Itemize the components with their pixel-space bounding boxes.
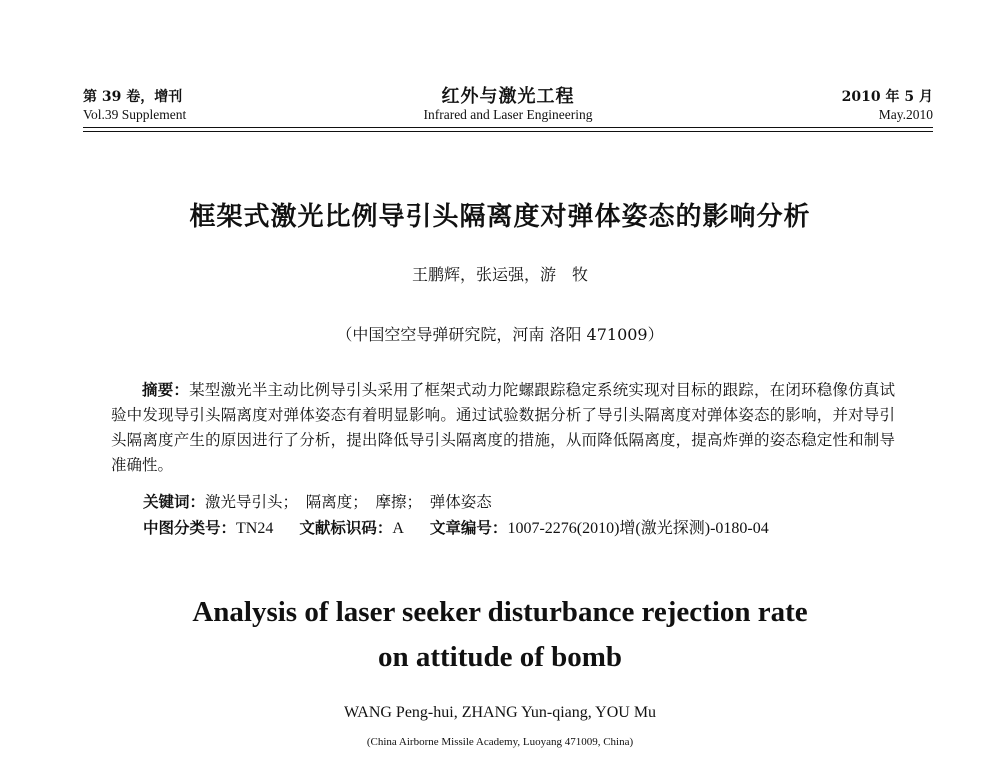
title-en: [0, 590, 1000, 680]
clc-label: 中图分类号：: [143, 519, 237, 537]
keywords-cn: [143, 490, 492, 515]
keywords-text: 激光导引头； 隔离度； 摩擦； 弹体姿态: [205, 493, 492, 511]
affiliation-en: (China Airborne Missile Academy, Luoyang 471009, China): [366, 736, 634, 748]
authors-en: WANG Peng-hui, ZHANG Yun-qiang, YOU Mu: [343, 704, 657, 721]
running-header: [83, 88, 933, 148]
volume-en: Vol.39 Supplement: [83, 107, 187, 122]
volume-cn: 第 39 卷，增刊: [83, 89, 183, 105]
title-cn: 框架式激光比例导引头隔离度对弹体姿态的影响分析: [189, 202, 811, 232]
authors-cn: 王鹏辉，张运强，游 牧: [411, 265, 588, 284]
date-cn: 2010 年 5 月: [841, 89, 933, 105]
title-en-line-1: Analysis of laser seeker disturbance rejection rate: [192, 596, 808, 628]
doc-code-value: A: [392, 520, 404, 537]
doc-code-label: 文献标识码：: [299, 519, 393, 537]
header-date: [842, 88, 933, 124]
date-en: May.2010: [878, 107, 933, 122]
clc-value: TN24: [236, 520, 274, 537]
affiliation-cn: （中国空空导弹研究院，河南 洛阳 471009）: [336, 325, 664, 344]
journal-name-en: Infrared and Laser Engineering: [423, 107, 593, 122]
journal-name-cn: 红外与激光工程: [441, 86, 575, 107]
title-en-line-2: on attitude of bomb: [377, 641, 623, 673]
article-no-value: 1007-2276(2010)增(激光探测)-0180-04: [507, 520, 769, 537]
abstract-label: 摘要：: [142, 381, 190, 399]
abstract-text: 某型激光半主动比例导引头采用了框架式动力陀螺跟踪稳定系统实现对目标的跟踪，在闭环稳像仿真试验中发现导引头隔离度对弹体姿态有着明显影响。通过试验数据分析了导引头隔离度对弹体姿态的影响，并对导引头隔离度产生的原因进行了分析，提出降低导引头隔离度的措施，从而降低隔离度，提高炸弹的姿态稳定性和制导准确性。: [111, 381, 895, 474]
keywords-label: 关键词：: [143, 493, 206, 511]
classification-line: [143, 516, 769, 541]
article-no-label: 文章编号：: [429, 519, 508, 537]
abstract-cn: [111, 378, 895, 478]
header-journal: [83, 88, 933, 124]
header-rule-thin: [83, 131, 933, 132]
header-rule-thick: [83, 127, 933, 128]
